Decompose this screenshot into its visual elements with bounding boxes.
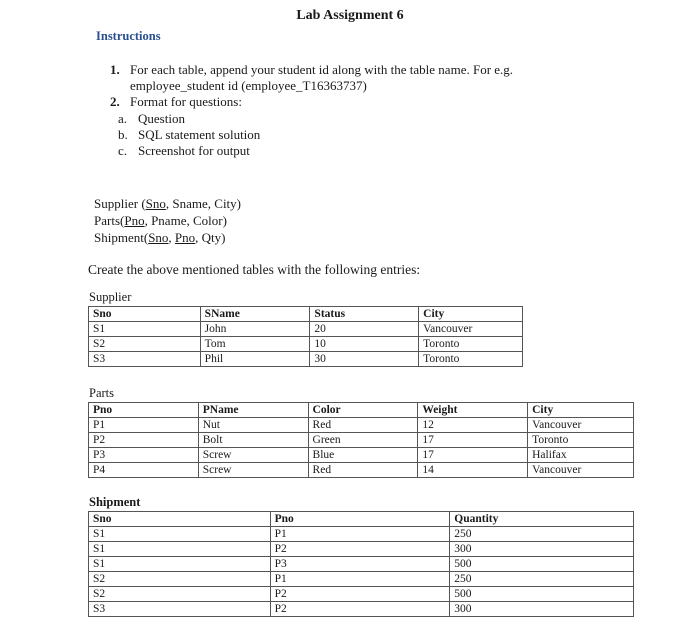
table-cell: S3 xyxy=(89,352,201,367)
table-cell: P2 xyxy=(270,587,450,602)
table-cell: 30 xyxy=(310,352,419,367)
table-cell: 300 xyxy=(450,602,634,617)
table-cell: 10 xyxy=(310,337,419,352)
table-cell: 500 xyxy=(450,587,634,602)
primary-key: Sno xyxy=(145,196,166,211)
column-header: Pno xyxy=(270,512,450,527)
table-cell: S1 xyxy=(89,527,271,542)
table-cell: Screw xyxy=(198,463,308,478)
table-header-row xyxy=(89,403,634,418)
table-row xyxy=(89,448,634,463)
table-cell: Halifax xyxy=(528,448,634,463)
sub-item-letter: b. xyxy=(118,127,128,142)
table-cell: Toronto xyxy=(419,337,523,352)
table-cell: Red xyxy=(308,418,418,433)
item-number: 1. xyxy=(110,62,120,77)
instruction-item-1 xyxy=(110,62,513,78)
table-row xyxy=(89,587,634,602)
sub-item-letter: a. xyxy=(118,111,128,126)
table-row xyxy=(89,322,523,337)
table-cell: Vancouver xyxy=(419,322,523,337)
table-row xyxy=(89,557,634,572)
table-cell: P4 xyxy=(89,463,199,478)
table-cell: 17 xyxy=(418,433,528,448)
table-cell: S1 xyxy=(89,542,271,557)
supplier-table xyxy=(88,306,523,367)
schema-parts: Parts(Pno, Pname, Color) xyxy=(94,213,227,228)
table-cell: S2 xyxy=(89,572,271,587)
table-row xyxy=(89,337,523,352)
table-row xyxy=(89,527,634,542)
shipment-table-label: Shipment xyxy=(89,495,141,509)
table-cell: P3 xyxy=(270,557,450,572)
column-header: PName xyxy=(198,403,308,418)
table-cell: S2 xyxy=(89,337,201,352)
schema-text: Sname, City) xyxy=(172,196,241,211)
table-cell: P2 xyxy=(270,602,450,617)
table-cell: Vancouver xyxy=(528,418,634,433)
create-tables-text: Create the above mentioned tables with the following entries: xyxy=(88,262,421,277)
sub-item-text: Screenshot for output xyxy=(138,143,250,158)
schema-supplier: Supplier (Sno, Sname, City) xyxy=(94,196,241,211)
primary-key: Sno xyxy=(148,230,169,245)
table-cell: Phil xyxy=(200,352,310,367)
sub-item-c xyxy=(118,143,250,159)
table-cell: P1 xyxy=(270,527,450,542)
table-cell: Nut xyxy=(198,418,308,433)
schema-text: Supplier xyxy=(94,196,139,211)
table-cell: Green xyxy=(308,433,418,448)
table-cell: Toronto xyxy=(419,352,523,367)
table-cell: 500 xyxy=(450,557,634,572)
table-cell: S1 xyxy=(89,557,271,572)
schema-text: Parts xyxy=(94,213,120,228)
table-cell: 250 xyxy=(450,572,634,587)
table-header-row xyxy=(89,512,634,527)
primary-key: Pno xyxy=(174,230,196,245)
schema-shipment: Shipment(Sno, Pno, Qty) xyxy=(94,230,226,245)
parts-table-label: Parts xyxy=(89,386,114,400)
item-text: Format for questions: xyxy=(130,94,242,109)
table-cell: P3 xyxy=(89,448,199,463)
instruction-item-1-continued: employee_student id (employee_T16363737) xyxy=(130,78,367,93)
table-cell: Blue xyxy=(308,448,418,463)
table-row xyxy=(89,463,634,478)
parts-table xyxy=(88,402,634,478)
item-text: For each table, append your student id along with the table name. For e.g. xyxy=(130,62,514,77)
table-cell: S1 xyxy=(89,322,201,337)
table-cell: 250 xyxy=(450,527,634,542)
table-cell: 20 xyxy=(310,322,419,337)
column-header: Weight xyxy=(418,403,528,418)
primary-key: Pno xyxy=(124,213,145,228)
schema-text: Qty) xyxy=(201,230,226,245)
table-row xyxy=(89,352,523,367)
column-header: Pno xyxy=(89,403,199,418)
column-header: Sno xyxy=(89,512,271,527)
supplier-table-label: Supplier xyxy=(89,290,132,304)
table-header-row xyxy=(89,307,523,322)
schema-text: Pname, Color) xyxy=(151,213,227,228)
table-row xyxy=(89,542,634,557)
sub-item-a xyxy=(118,111,185,127)
column-header: City xyxy=(419,307,523,322)
shipment-table xyxy=(88,511,634,617)
column-header: Status xyxy=(310,307,419,322)
instructions-heading: Instructions xyxy=(96,29,161,43)
table-cell: 17 xyxy=(418,448,528,463)
table-row xyxy=(89,418,634,433)
table-row xyxy=(89,602,634,617)
table-cell: John xyxy=(200,322,310,337)
table-cell: 12 xyxy=(418,418,528,433)
sub-item-b xyxy=(118,127,260,143)
instruction-item-2 xyxy=(110,94,242,110)
table-cell: Bolt xyxy=(198,433,308,448)
table-cell: 14 xyxy=(418,463,528,478)
column-header: Sno xyxy=(89,307,201,322)
table-cell: Screw xyxy=(198,448,308,463)
table-cell: P2 xyxy=(270,542,450,557)
table-cell: P1 xyxy=(89,418,199,433)
page-title: Lab Assignment 6 xyxy=(296,8,404,23)
column-header: Quantity xyxy=(450,512,634,527)
table-cell: Toronto xyxy=(528,433,634,448)
sub-item-text: Question xyxy=(138,111,185,126)
item-number: 2. xyxy=(110,94,120,109)
column-header: City xyxy=(528,403,634,418)
table-cell: P2 xyxy=(89,433,199,448)
table-cell: S3 xyxy=(89,602,271,617)
column-header: SName xyxy=(200,307,310,322)
sub-item-text: SQL statement solution xyxy=(138,127,261,142)
table-row xyxy=(89,433,634,448)
schema-text: Shipment xyxy=(94,230,144,245)
table-row xyxy=(89,572,634,587)
table-cell: Vancouver xyxy=(528,463,634,478)
table-cell: Tom xyxy=(200,337,310,352)
column-header: Color xyxy=(308,403,418,418)
table-cell: Red xyxy=(308,463,418,478)
table-cell: S2 xyxy=(89,587,271,602)
sub-item-letter: c. xyxy=(118,143,128,158)
table-cell: 300 xyxy=(450,542,634,557)
table-cell: P1 xyxy=(270,572,450,587)
